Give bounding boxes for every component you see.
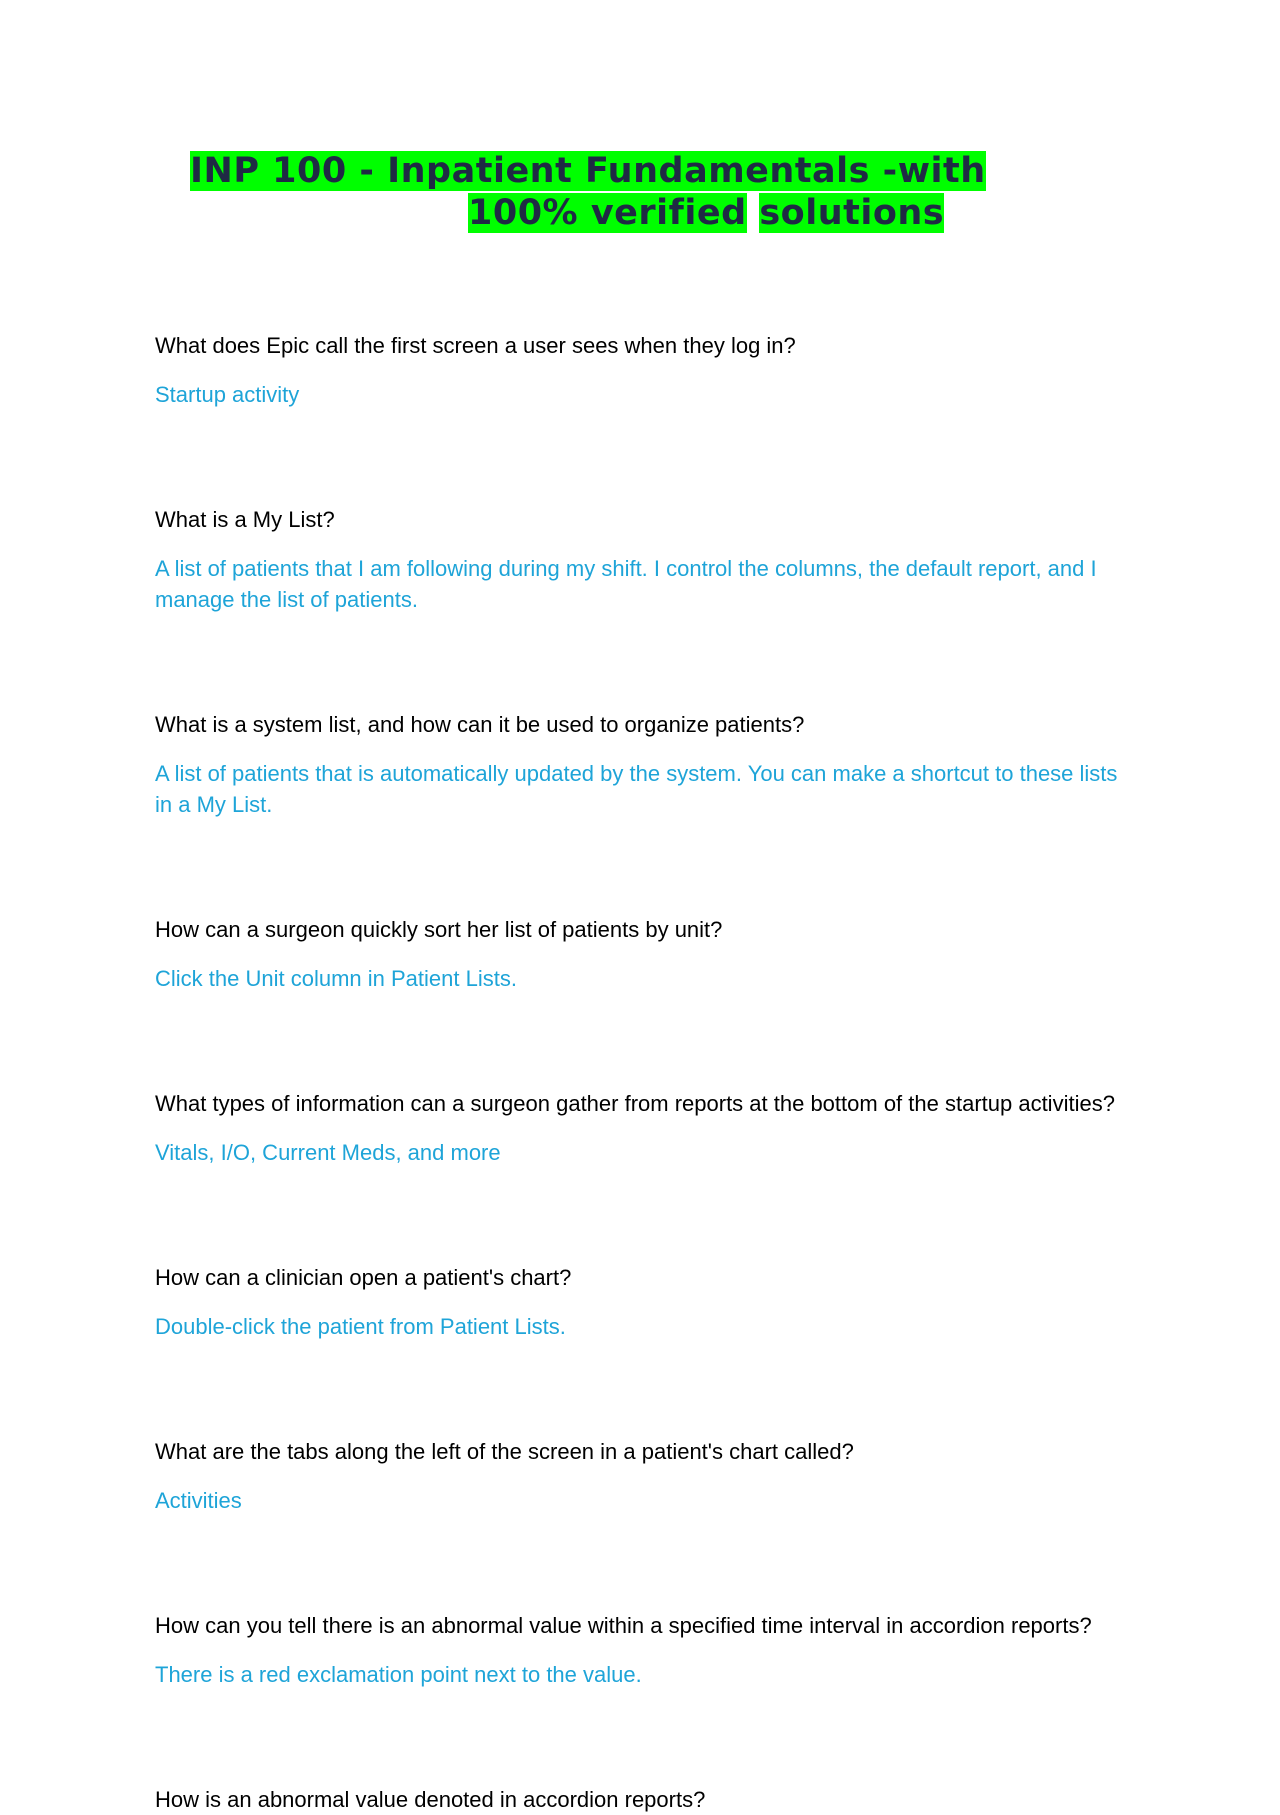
answer-text: A list of patients that is automatically updated by the system. You can make a shortcut to these lists in a My List. (155, 761, 1118, 817)
question-text: What types of information can a surgeon gather from reports at the bottom of the startup activities? (155, 1091, 1115, 1116)
title-line-2-text-a: 100% verified (468, 193, 747, 233)
answer-text: A list of patients that I am following during my shift. I control the columns, the default report, and I manage the list of patients. (155, 556, 1097, 612)
qa-item (155, 1610, 1130, 1690)
question-text: What is a system list, and how can it be used to organize patients? (155, 712, 805, 737)
question-text: How can you tell there is an abnormal value within a specified time interval in accordion reports? (155, 1613, 1092, 1638)
question-text: How can a clinician open a patient's chart? (155, 1265, 572, 1290)
answer-text: Startup activity (155, 382, 300, 407)
qa-item (155, 1784, 1130, 1815)
qa-item (155, 1088, 1130, 1168)
qa-item (155, 504, 1130, 615)
title-line-2 (190, 192, 1090, 234)
qa-list (155, 330, 1130, 1815)
answer-text: Double-click the patient from Patient Lists. (155, 1314, 566, 1339)
answer-text: There is a red exclamation point next to the value. (155, 1662, 642, 1687)
qa-item (155, 1262, 1130, 1342)
qa-item (155, 709, 1130, 820)
answer-text: Vitals, I/O, Current Meds, and more (155, 1140, 501, 1165)
question-text: What does Epic call the first screen a user sees when they log in? (155, 333, 796, 358)
qa-item (155, 914, 1130, 994)
qa-item (155, 1436, 1130, 1516)
question-text: How can a surgeon quickly sort her list of patients by unit? (155, 917, 723, 942)
document-title (190, 150, 1090, 234)
title-line-2-text-b: solutions (759, 193, 945, 233)
question-text: How is an abnormal value denoted in accordion reports? (155, 1787, 706, 1812)
title-line-1-text: INP 100 - Inpatient Fundamentals -with (190, 151, 986, 191)
answer-text: Activities (155, 1488, 242, 1513)
question-text: What are the tabs along the left of the screen in a patient's chart called? (155, 1439, 854, 1464)
question-text: What is a My List? (155, 507, 335, 532)
answer-text: Click the Unit column in Patient Lists. (155, 966, 517, 991)
qa-item (155, 330, 1130, 410)
title-line-1 (190, 150, 1090, 192)
